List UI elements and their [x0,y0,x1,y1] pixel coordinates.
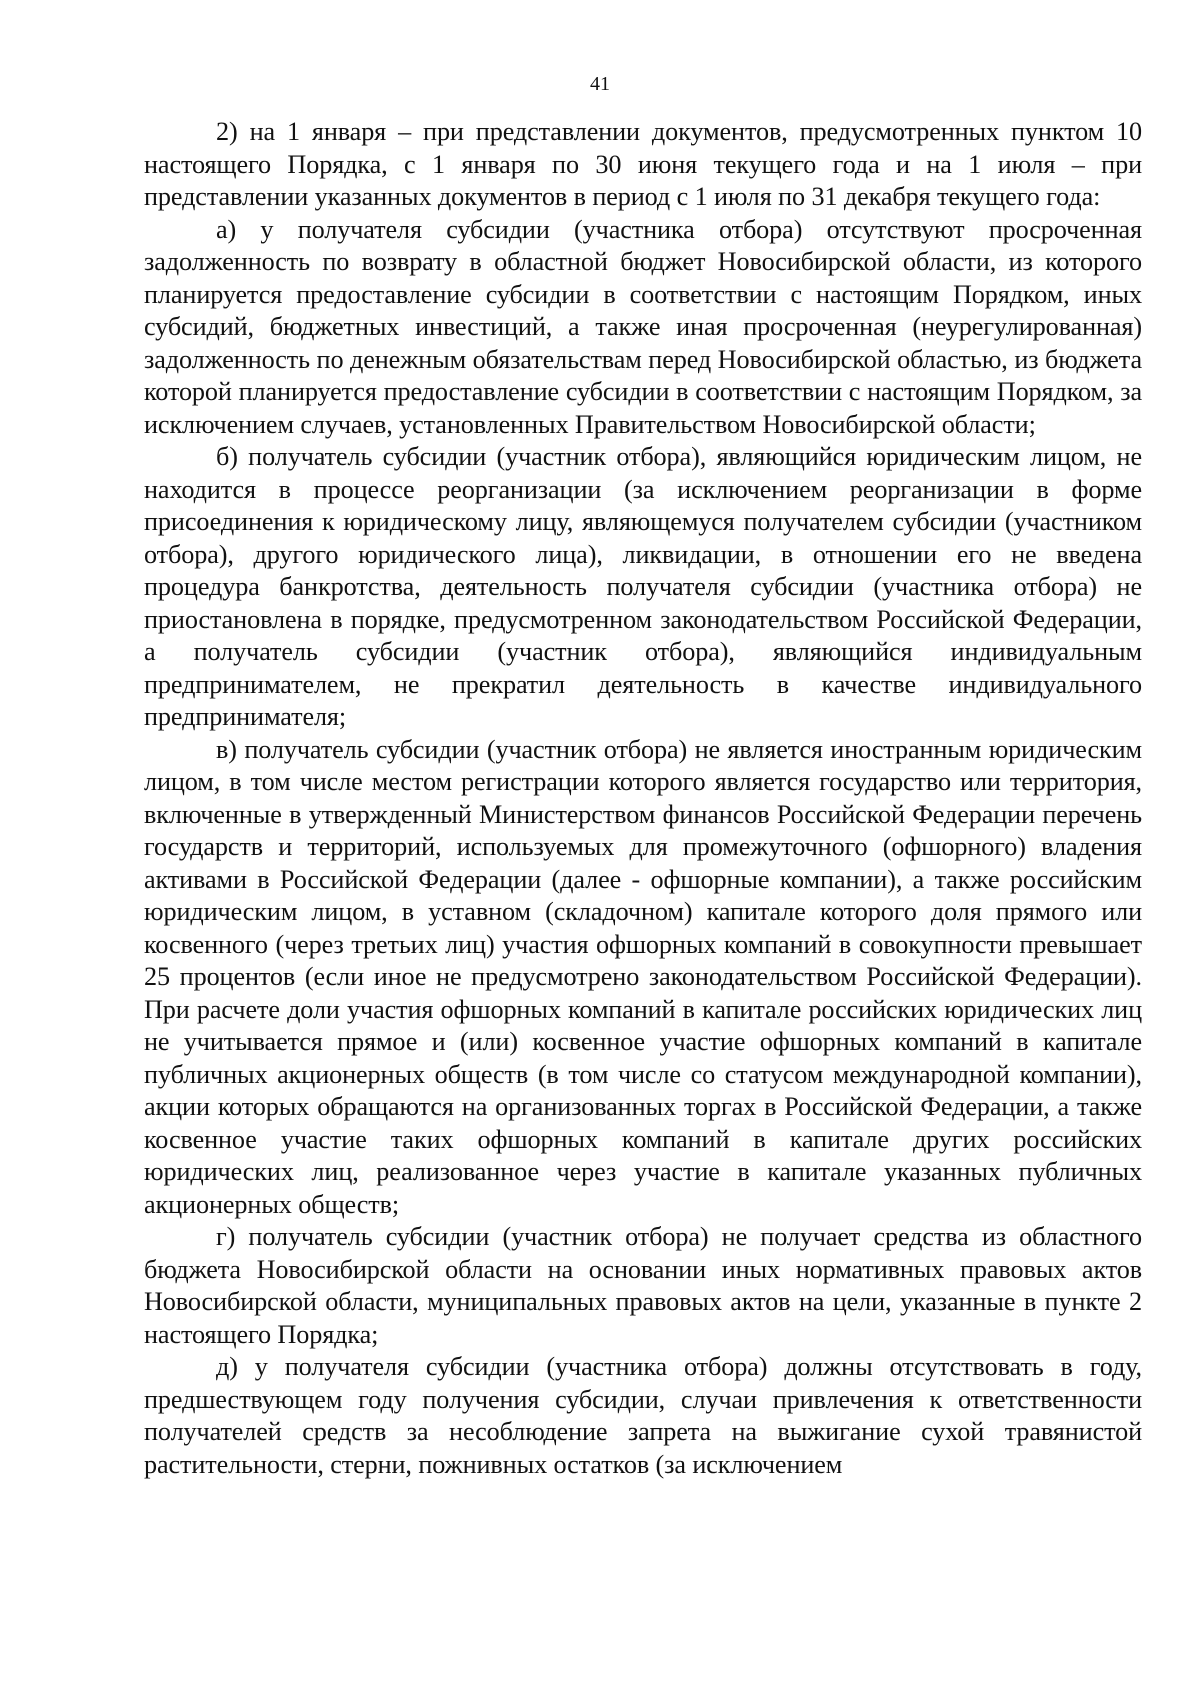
paragraph-item-a: а) у получателя субсидии (участника отбора) отсутствуют просроченная задолженность по возврату в областной бюджет Новосибирской области, из которого планируется предоставление субсидии в соответствии с настоящим Порядком, иных субсидий, бюджетных инвестиций, а также иная просроченная (неурегулированная) задолженность по денежным обязательствам перед Новосибирской областью, из бюджета которой планируется предоставление субсидии в соответствии с настоящим Порядком, за исключением случаев, установленных Правительством Новосибирской области; [144,214,1142,439]
page-number: 41 [590,73,610,95]
paragraph-item-b: б) получатель субсидии (участник отбора), являющийся юридическим лицом, не находится в процессе реорганизации (за исключением реорганизации в форме присоединения к юридическому лицу, являющемуся получателем субсидии (участником отбора), другого юридического лица), ликвидации, в отношении его не введена процедура банкротства, деятельность получателя субсидии (участника отбора) не приостановлена в порядке, предусмотренном законодательством Российской Федерации, а получатель субсидии (участник отбора), являющийся индивидуальным предпринимателем, не прекратил деятельность в качестве индивидуального предпринимателя; [144,442,1142,731]
paragraph-intro: 2) на 1 января – при представлении документов, предусмотренных пунктом 10 настоящего Порядка, с 1 января по 30 июня текущего года и на 1 июля – при представлении указанных документов в период с 1 июля по 31 декабря текущего года: [144,117,1142,211]
document-body [144,116,1142,1481]
paragraph-item-d: д) у получателя субсидии (участника отбора) должны отсутствовать в году, предшествующем году получения субсидии, случаи привлечения к ответственности получателей средств за несоблюдение запрета на выжигание сухой травянистой растительности, стерни, пожнивных остатков (за исключением [144,1352,1142,1479]
paragraph-item-g: г) получатель субсидии (участник отбора) не получает средства из областного бюджета Новосибирской области на основании иных нормативных правовых актов Новосибирской области, муниципальных правовых актов на цели, указанные в пункте 2 настоящего Порядка; [144,1222,1142,1349]
paragraph-item-v: в) получатель субсидии (участник отбора) не является иностранным юридическим лицом, в том числе местом регистрации которого является государство или территория, включенные в утвержденный Министерством финансов Российской Федерации перечень государств и территорий, используемых для промежуточного (офшорного) владения активами в Российской Федерации (далее - офшорные компании), а также российским юридическим лицом, в уставном (складочном) капитале которого доля прямого или косвенного (через третьих лиц) участия офшорных компаний в совокупности превышает 25 процентов (если иное не предусмотрено законодательством Российской Федерации). При расчете доли участия офшорных компаний в капитале российских юридических лиц не учитывается прямое и (или) косвенное участие офшорных компаний в капитале публичных акционерных обществ (в том числе со статусом международной компании), акции которых обращаются на организованных торгах в Российской Федерации, а также косвенное участие таких офшорных компаний в капитале других российских юридических лиц, реализованное через участие в капитале указанных публичных акционерных обществ; [144,734,1142,1219]
